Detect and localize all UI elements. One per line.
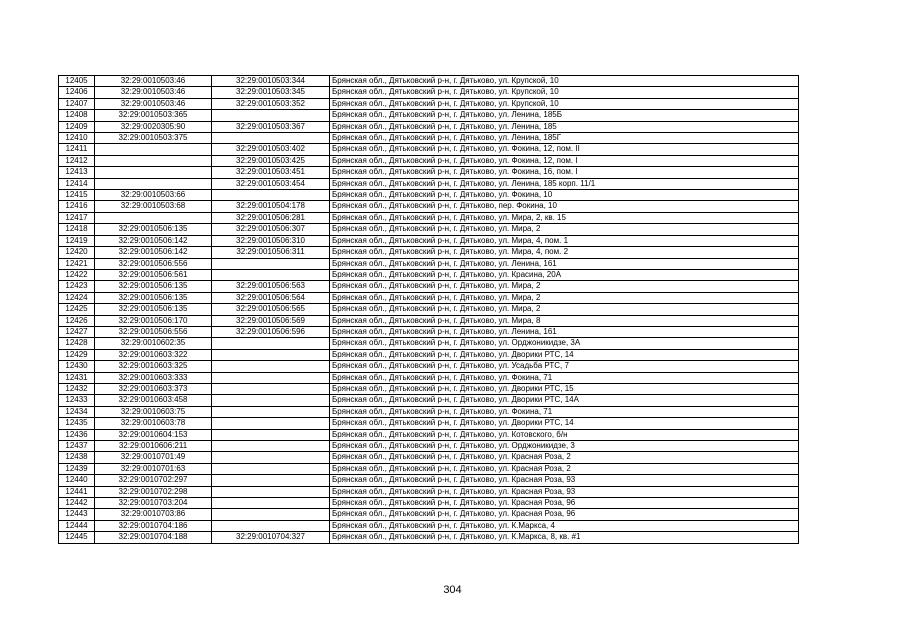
- object-cadastral-cell: [212, 395, 330, 406]
- land-cadastral-cell: 32:29:0010506:556: [95, 326, 212, 337]
- land-cadastral-cell: [95, 178, 212, 189]
- address-cell: Брянская обл., Дятьковский р-н, г. Дятьково, ул. Ленина, 185Б: [330, 110, 799, 121]
- land-cadastral-cell: 32:29:0010704:188: [95, 532, 212, 543]
- row-number-cell: 12423: [59, 281, 95, 292]
- address-cell: Брянская обл., Дятьковский р-н, г. Дятьково, ул. Ленина, 161: [330, 326, 799, 337]
- row-number-cell: 12405: [59, 76, 95, 87]
- row-number-cell: 12444: [59, 520, 95, 531]
- land-cadastral-cell: 32:29:0010503:375: [95, 133, 212, 144]
- row-number-cell: 12434: [59, 406, 95, 417]
- table-row: [59, 361, 799, 372]
- land-cadastral-cell: 32:29:0010703:204: [95, 498, 212, 509]
- table-row: [59, 76, 799, 87]
- row-number-cell: 12421: [59, 258, 95, 269]
- object-cadastral-cell: 32:29:0010503:352: [212, 98, 330, 109]
- land-cadastral-cell: 32:29:0010506:142: [95, 235, 212, 246]
- land-cadastral-cell: 32:29:0010506:135: [95, 292, 212, 303]
- object-cadastral-cell: [212, 372, 330, 383]
- table-row: [59, 463, 799, 474]
- row-number-cell: 12429: [59, 349, 95, 360]
- row-number-cell: 12435: [59, 418, 95, 429]
- row-number-cell: 12443: [59, 509, 95, 520]
- row-number-cell: 12412: [59, 155, 95, 166]
- address-cell: Брянская обл., Дятьковский р-н, г. Дятьково, ул. Ленина, 185: [330, 121, 799, 132]
- object-cadastral-cell: 32:29:0010503:425: [212, 155, 330, 166]
- address-cell: Брянская обл., Дятьковский р-н, г. Дятьково, ул. К.Маркса, 4: [330, 520, 799, 531]
- property-registry-table: [58, 75, 799, 544]
- table-body: [59, 76, 799, 544]
- object-cadastral-cell: 32:29:0010506:563: [212, 281, 330, 292]
- land-cadastral-cell: 32:29:0010603:78: [95, 418, 212, 429]
- table-row: [59, 429, 799, 440]
- land-cadastral-cell: 32:29:0010604:153: [95, 429, 212, 440]
- object-cadastral-cell: [212, 463, 330, 474]
- table-row: [59, 383, 799, 394]
- land-cadastral-cell: [95, 167, 212, 178]
- land-cadastral-cell: [95, 212, 212, 223]
- table-row: [59, 441, 799, 452]
- address-cell: Брянская обл., Дятьковский р-н, г. Дятьково, ул. Мира, 4, пом. 1: [330, 235, 799, 246]
- land-cadastral-cell: 32:29:0010603:458: [95, 395, 212, 406]
- land-cadastral-cell: 32:29:0010701:63: [95, 463, 212, 474]
- land-cadastral-cell: 32:29:0010702:298: [95, 486, 212, 497]
- row-number-cell: 12424: [59, 292, 95, 303]
- table-row: [59, 338, 799, 349]
- row-number-cell: 12437: [59, 441, 95, 452]
- land-cadastral-cell: 32:29:0010506:170: [95, 315, 212, 326]
- address-cell: Брянская обл., Дятьковский р-н, г. Дятьково, ул. Ленина, 185Г: [330, 133, 799, 144]
- address-cell: Брянская обл., Дятьковский р-н, г. Дятьково, ул. Мира, 2, кв. 15: [330, 212, 799, 223]
- object-cadastral-cell: 32:29:0010503:367: [212, 121, 330, 132]
- table-row: [59, 121, 799, 132]
- table-row: [59, 133, 799, 144]
- row-number-cell: 12409: [59, 121, 95, 132]
- object-cadastral-cell: 32:29:0010506:310: [212, 235, 330, 246]
- land-cadastral-cell: 32:29:0010603:322: [95, 349, 212, 360]
- address-cell: Брянская обл., Дятьковский р-н, г. Дятьково, ул. Дворики РТС, 14А: [330, 395, 799, 406]
- object-cadastral-cell: [212, 498, 330, 509]
- address-cell: Брянская обл., Дятьковский р-н, г. Дятьково, ул. Котовского, б/н: [330, 429, 799, 440]
- address-cell: Брянская обл., Дятьковский р-н, г. Дятьково, ул. Красная Роза, 93: [330, 475, 799, 486]
- land-cadastral-cell: 32:29:0010603:75: [95, 406, 212, 417]
- table-row: [59, 235, 799, 246]
- land-cadastral-cell: 32:29:0010602:35: [95, 338, 212, 349]
- address-cell: Брянская обл., Дятьковский р-н, г. Дятьково, ул. Мира, 2: [330, 304, 799, 315]
- address-cell: Брянская обл., Дятьковский р-н, г. Дятьково, ул. Красная Роза, 2: [330, 463, 799, 474]
- land-cadastral-cell: 32:29:0010703:86: [95, 509, 212, 520]
- table-row: [59, 418, 799, 429]
- table-row: [59, 201, 799, 212]
- address-cell: Брянская обл., Дятьковский р-н, г. Дятьково, ул. Дворики РТС, 15: [330, 383, 799, 394]
- table-row: [59, 475, 799, 486]
- land-cadastral-cell: 32:29:0010701:49: [95, 452, 212, 463]
- row-number-cell: 12425: [59, 304, 95, 315]
- row-number-cell: 12414: [59, 178, 95, 189]
- table-row: [59, 212, 799, 223]
- table-row: [59, 224, 799, 235]
- row-number-cell: 12422: [59, 269, 95, 280]
- row-number-cell: 12418: [59, 224, 95, 235]
- address-cell: Брянская обл., Дятьковский р-н, г. Дятьково, ул. Красная Роза, 96: [330, 498, 799, 509]
- address-cell: Брянская обл., Дятьковский р-н, г. Дятьково, ул. Дворики РТС, 14: [330, 349, 799, 360]
- table-row: [59, 190, 799, 201]
- address-cell: Брянская обл., Дятьковский р-н, г. Дятьково, ул. Крупской, 10: [330, 87, 799, 98]
- object-cadastral-cell: [212, 361, 330, 372]
- land-cadastral-cell: [95, 155, 212, 166]
- table-row: [59, 281, 799, 292]
- table-row: [59, 452, 799, 463]
- land-cadastral-cell: 32:29:0010603:373: [95, 383, 212, 394]
- address-cell: Брянская обл., Дятьковский р-н, г. Дятьково, ул. К.Маркса, 8, кв. #1: [330, 532, 799, 543]
- object-cadastral-cell: 32:29:0010503:345: [212, 87, 330, 98]
- table-row: [59, 315, 799, 326]
- row-number-cell: 12420: [59, 247, 95, 258]
- address-cell: Брянская обл., Дятьковский р-н, г. Дятьково, ул. Крупской, 10: [330, 98, 799, 109]
- land-cadastral-cell: 32:29:0010506:561: [95, 269, 212, 280]
- address-cell: Брянская обл., Дятьковский р-н, г. Дятьково, ул. Орджоникидзе, 3: [330, 441, 799, 452]
- address-cell: Брянская обл., Дятьковский р-н, г. Дятьково, ул. Фокина, 12, пом. I: [330, 155, 799, 166]
- object-cadastral-cell: [212, 520, 330, 531]
- row-number-cell: 12441: [59, 486, 95, 497]
- row-number-cell: 12416: [59, 201, 95, 212]
- address-cell: Брянская обл., Дятьковский р-н, г. Дятьково, ул. Усадьба РТС, 7: [330, 361, 799, 372]
- object-cadastral-cell: [212, 349, 330, 360]
- address-cell: Брянская обл., Дятьковский р-н, г. Дятьково, ул. Красная Роза, 2: [330, 452, 799, 463]
- land-cadastral-cell: 32:29:0010503:46: [95, 76, 212, 87]
- table-row: [59, 178, 799, 189]
- object-cadastral-cell: [212, 258, 330, 269]
- object-cadastral-cell: [212, 452, 330, 463]
- object-cadastral-cell: [212, 383, 330, 394]
- table-row: [59, 509, 799, 520]
- land-cadastral-cell: 32:29:0010704:186: [95, 520, 212, 531]
- land-cadastral-cell: 32:29:0010503:46: [95, 87, 212, 98]
- table-row: [59, 269, 799, 280]
- table-row: [59, 349, 799, 360]
- address-cell: Брянская обл., Дятьковский р-н, г. Дятьково, ул. Мира, 4, пом. 2: [330, 247, 799, 258]
- land-cadastral-cell: 32:29:0010503:68: [95, 201, 212, 212]
- address-cell: Брянская обл., Дятьковский р-н, г. Дятьково, ул. Фокина, 71: [330, 406, 799, 417]
- object-cadastral-cell: 32:29:0010506:564: [212, 292, 330, 303]
- row-number-cell: 12408: [59, 110, 95, 121]
- row-number-cell: 12413: [59, 167, 95, 178]
- object-cadastral-cell: 32:29:0010506:311: [212, 247, 330, 258]
- object-cadastral-cell: 32:29:0010503:454: [212, 178, 330, 189]
- object-cadastral-cell: [212, 190, 330, 201]
- table-row: [59, 87, 799, 98]
- table-row: [59, 247, 799, 258]
- address-cell: Брянская обл., Дятьковский р-н, г. Дятьково, ул. Мира, 2: [330, 224, 799, 235]
- row-number-cell: 12431: [59, 372, 95, 383]
- address-cell: Брянская обл., Дятьковский р-н, г. Дятьково, ул. Фокина, 10: [330, 190, 799, 201]
- page-number: 304: [443, 584, 462, 596]
- row-number-cell: 12417: [59, 212, 95, 223]
- land-cadastral-cell: 32:29:0010506:556: [95, 258, 212, 269]
- object-cadastral-cell: [212, 418, 330, 429]
- row-number-cell: 12428: [59, 338, 95, 349]
- row-number-cell: 12433: [59, 395, 95, 406]
- object-cadastral-cell: [212, 133, 330, 144]
- table-row: [59, 98, 799, 109]
- table-row: [59, 144, 799, 155]
- address-cell: Брянская обл., Дятьковский р-н, г. Дятьково, ул. Крупской, 10: [330, 76, 799, 87]
- row-number-cell: 12415: [59, 190, 95, 201]
- row-number-cell: 12440: [59, 475, 95, 486]
- address-cell: Брянская обл., Дятьковский р-н, г. Дятьково, ул. Дворики РТС, 14: [330, 418, 799, 429]
- table-row: [59, 532, 799, 543]
- land-cadastral-cell: 32:29:0010606:211: [95, 441, 212, 452]
- object-cadastral-cell: [212, 406, 330, 417]
- row-number-cell: 12432: [59, 383, 95, 394]
- object-cadastral-cell: 32:29:0010503:344: [212, 76, 330, 87]
- land-cadastral-cell: 32:29:0010503:66: [95, 190, 212, 201]
- row-number-cell: 12427: [59, 326, 95, 337]
- address-cell: Брянская обл., Дятьковский р-н, г. Дятьково, ул. Ленина, 185 корп. 11/1: [330, 178, 799, 189]
- address-cell: Брянская обл., Дятьковский р-н, г. Дятьково, ул. Мира, 8: [330, 315, 799, 326]
- table-row: [59, 304, 799, 315]
- land-cadastral-cell: 32:29:0010603:325: [95, 361, 212, 372]
- table-row: [59, 292, 799, 303]
- table-row: [59, 486, 799, 497]
- land-cadastral-cell: 32:29:0010702:297: [95, 475, 212, 486]
- table-row: [59, 258, 799, 269]
- address-cell: Брянская обл., Дятьковский р-н, г. Дятьково, ул. Мира, 2: [330, 281, 799, 292]
- object-cadastral-cell: [212, 509, 330, 520]
- table-row: [59, 498, 799, 509]
- address-cell: Брянская обл., Дятьковский р-н, г. Дятьково, ул. Мира, 2: [330, 292, 799, 303]
- land-cadastral-cell: 32:29:0020305:90: [95, 121, 212, 132]
- address-cell: Брянская обл., Дятьковский р-н, г. Дятьково, ул. Фокина, 12, пом. II: [330, 144, 799, 155]
- object-cadastral-cell: [212, 441, 330, 452]
- object-cadastral-cell: [212, 475, 330, 486]
- table-row: [59, 520, 799, 531]
- land-cadastral-cell: 32:29:0010503:365: [95, 110, 212, 121]
- object-cadastral-cell: 32:29:0010503:402: [212, 144, 330, 155]
- address-cell: Брянская обл., Дятьковский р-н, г. Дятьково, пер. Фокина, 10: [330, 201, 799, 212]
- land-cadastral-cell: 32:29:0010506:135: [95, 224, 212, 235]
- row-number-cell: 12419: [59, 235, 95, 246]
- object-cadastral-cell: 32:29:0010504:178: [212, 201, 330, 212]
- row-number-cell: 12439: [59, 463, 95, 474]
- table-row: [59, 395, 799, 406]
- object-cadastral-cell: [212, 110, 330, 121]
- land-cadastral-cell: 32:29:0010506:135: [95, 281, 212, 292]
- row-number-cell: 12407: [59, 98, 95, 109]
- land-cadastral-cell: 32:29:0010503:46: [95, 98, 212, 109]
- table-row: [59, 155, 799, 166]
- address-cell: Брянская обл., Дятьковский р-н, г. Дятьково, ул. Красная Роза, 96: [330, 509, 799, 520]
- table-row: [59, 406, 799, 417]
- object-cadastral-cell: 32:29:0010506:596: [212, 326, 330, 337]
- object-cadastral-cell: 32:29:0010506:565: [212, 304, 330, 315]
- object-cadastral-cell: [212, 338, 330, 349]
- row-number-cell: 12445: [59, 532, 95, 543]
- table-row: [59, 326, 799, 337]
- address-cell: Брянская обл., Дятьковский р-н, г. Дятьково, ул. Фокина, 16, пом. I: [330, 167, 799, 178]
- row-number-cell: 12410: [59, 133, 95, 144]
- address-cell: Брянская обл., Дятьковский р-н, г. Дятьково, ул. Фокина, 71: [330, 372, 799, 383]
- object-cadastral-cell: 32:29:0010503:451: [212, 167, 330, 178]
- object-cadastral-cell: [212, 429, 330, 440]
- row-number-cell: 12406: [59, 87, 95, 98]
- object-cadastral-cell: [212, 269, 330, 280]
- object-cadastral-cell: 32:29:0010506:569: [212, 315, 330, 326]
- object-cadastral-cell: 32:29:0010506:281: [212, 212, 330, 223]
- table-row: [59, 372, 799, 383]
- table-row: [59, 167, 799, 178]
- table-row: [59, 110, 799, 121]
- address-cell: Брянская обл., Дятьковский р-н, г. Дятьково, ул. Красина, 20А: [330, 269, 799, 280]
- row-number-cell: 12442: [59, 498, 95, 509]
- land-cadastral-cell: [95, 144, 212, 155]
- row-number-cell: 12426: [59, 315, 95, 326]
- row-number-cell: 12438: [59, 452, 95, 463]
- address-cell: Брянская обл., Дятьковский р-н, г. Дятьково, ул. Орджоникидзе, 3А: [330, 338, 799, 349]
- object-cadastral-cell: [212, 486, 330, 497]
- address-cell: Брянская обл., Дятьковский р-н, г. Дятьково, ул. Красная Роза, 93: [330, 486, 799, 497]
- row-number-cell: 12436: [59, 429, 95, 440]
- land-cadastral-cell: 32:29:0010603:333: [95, 372, 212, 383]
- land-cadastral-cell: 32:29:0010506:135: [95, 304, 212, 315]
- address-cell: Брянская обл., Дятьковский р-н, г. Дятьково, ул. Ленина, 161: [330, 258, 799, 269]
- object-cadastral-cell: 32:29:0010704:327: [212, 532, 330, 543]
- row-number-cell: 12430: [59, 361, 95, 372]
- land-cadastral-cell: 32:29:0010506:142: [95, 247, 212, 258]
- object-cadastral-cell: 32:29:0010506:307: [212, 224, 330, 235]
- row-number-cell: 12411: [59, 144, 95, 155]
